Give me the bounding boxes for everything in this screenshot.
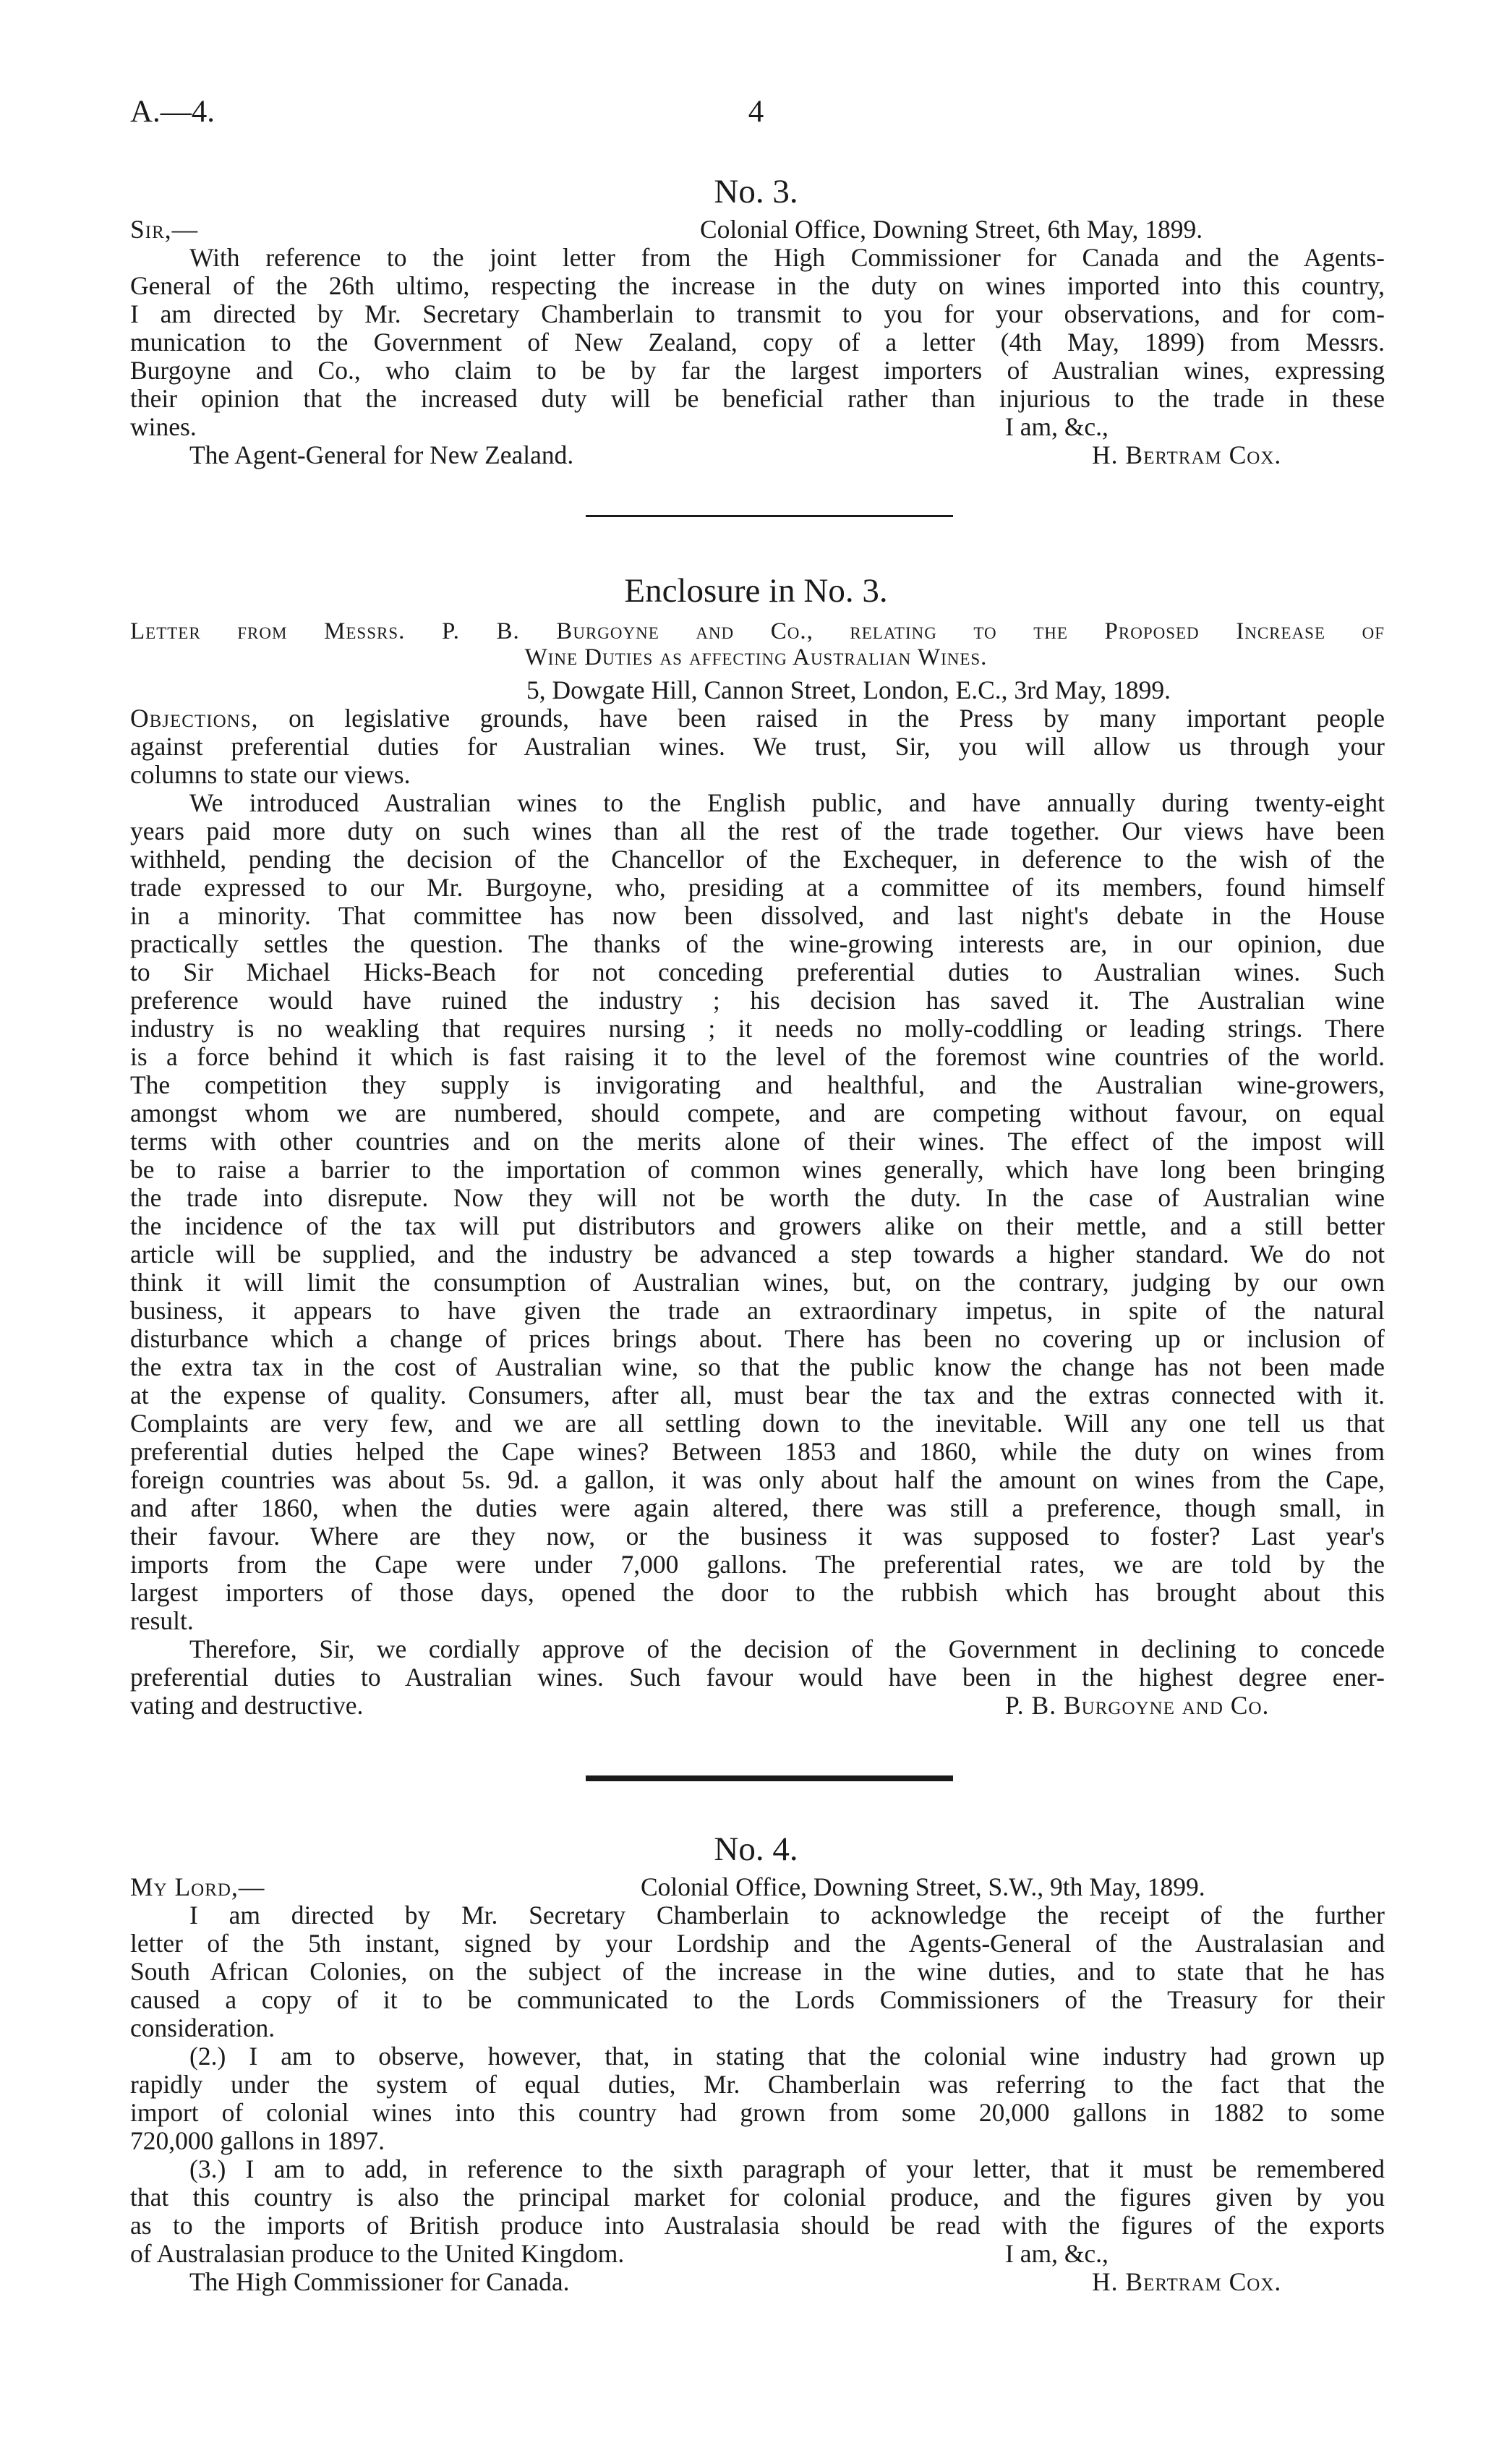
addressee: The Agent-General for New Zealand. [189,440,574,469]
addressee: The High Commissioner for Canada. [189,2267,570,2296]
closing: I am, &c., [1005,412,1109,441]
body-line: (3.) I am to add, in reference to the sixth paragraph of your letter, that it must be remembered [189,2154,1385,2183]
body-line: article will be supplied, and the industry be advanced a step towards a higher standard. We do not [130,1240,1385,1269]
body-line: practically settles the question. The thanks of the wine-growing interests are, in our opinion, due [130,929,1385,958]
body-line: I am directed by Mr. Secretary Chamberlain to acknowledge the receipt of the further [189,1901,1385,1930]
body-line: in a minority. That committee has now been dissolved, and last night's debate in the House [130,901,1385,930]
section-title-no-4: No. 4. [714,1830,798,1868]
body-line: We introduced Australian wines to the English public, and have annually during twenty-eight [189,788,1385,817]
body-line: years paid more duty on such wines than all the rest of the trade together. Our views have been [130,817,1385,845]
body-line: preferential duties to Australian wines. Such favour would have been in the highest degree ener- [130,1663,1385,1692]
body-line: Complaints are very few, and we are all settling down to the inevitable. Will any one tell us that [130,1409,1385,1438]
body-line: largest importers of those days, opened the door to the rubbish which has brought about this [130,1578,1385,1607]
enclosure-heading: Wine Duties as affecting Australian Wines. [524,644,988,670]
body-line: that this country is also the principal market for colonial produce, and the figures given by you [130,2183,1385,2212]
body-line: letter of the 5th instant, signed by your Lordship and the Agents-General of the Australasian and [130,1929,1385,1958]
body-line: 720,000 gallons in 1897. [130,2126,385,2155]
body-line: Therefore, Sir, we cordially approve of the decision of the Government in declining to concede [189,1634,1385,1663]
body-line: I am directed by Mr. Secretary Chamberlain to transmit to you for your observations, and for com- [130,299,1385,328]
body-line: their favour. Where are they now, or the business it was supposed to foster? Last year's [130,1522,1385,1551]
body-line: vating and destructive. [130,1691,364,1720]
body-line: at the expense of quality. Consumers, after all, must bear the tax and the extras connected with it. [130,1381,1385,1410]
body-line: rapidly under the system of equal duties, Mr. Chamberlain was referring to the fact that the [130,2070,1385,2099]
body-line: amongst whom we are numbered, should compete, and are competing without favour, on equal [130,1099,1385,1127]
body-line: consideration. [130,2013,276,2042]
body-line: preferential duties helped the Cape wines? Between 1853 and 1860, while the duty on wines from [130,1437,1385,1466]
salutation: My Lord,— [130,1872,265,1901]
divider [586,515,953,517]
body-line: imports from the Cape were under 7,000 gallons. The preferential rates, we are told by the [130,1550,1385,1579]
body-line: import of colonial wines into this country had grown from some 20,000 gallons in 1882 to some [130,2098,1385,2127]
body-line: foreign countries was about 5s. 9d. a gallon, it was only about half the amount on wines from the Cape, [130,1465,1385,1494]
page-number: 4 [748,95,764,129]
body-line: is a force behind it which is fast raising it to the level of the foremost wine countries of the world. [130,1042,1385,1071]
salutation: Sir,— [130,215,199,244]
body-line: wines. [130,412,197,441]
document-reference: A.—4. [130,95,215,129]
body-line: business, it appears to have given the trade an extraordinary impetus, in spite of the natural [130,1296,1385,1325]
dateline: Colonial Office, Downing Street, 6th May, 1899. [700,215,1203,244]
body-line: and after 1860, when the duties were again altered, there was still a preference, though small, in [130,1493,1385,1522]
body-line: Objections, on legislative grounds, have been raised in the Press by many important people [130,704,1385,733]
body-line: With reference to the joint letter from the High Commissioner for Canada and the Agents- [189,243,1385,272]
body-line: disturbance which a change of prices brings about. There has been no covering up or inclusion of [130,1324,1385,1353]
body-line: (2.) I am to observe, however, that, in stating that the colonial wine industry had grown up [189,2042,1385,2071]
section-title-enclosure: Enclosure in No. 3. [624,572,888,610]
body-line: Burgoyne and Co., who claim to be by far the largest importers of Australian wines, expressing [130,356,1385,385]
body-line: munication to the Government of New Zealand, copy of a letter (4th May, 1899) from Messrs. [130,328,1385,357]
divider [586,1775,953,1781]
body-line: against preferential duties for Australian wines. We trust, Sir, you will allow us through your [130,732,1385,761]
body-line: of Australasian produce to the United Kingdom. [130,2239,625,2268]
body-line: preference would have ruined the industry ; his decision has saved it. The Australian wine [130,986,1385,1015]
body-line: the trade into disrepute. Now they will not be worth the duty. In the case of Australian wine [130,1183,1385,1212]
body-line: be to raise a barrier to the importation of common wines generally, which have long been bringing [130,1155,1385,1184]
body-line: terms with other countries and on the merits alone of their wines. The effect of the impost will [130,1127,1385,1156]
body-line: columns to state our views. [130,760,411,789]
signature: P. B. Burgoyne and Co. [1005,1691,1270,1720]
page-header [130,94,1382,137]
body-line: their opinion that the increased duty will be beneficial rather than injurious to the trade in these [130,384,1385,413]
body-line: South African Colonies, on the subject of the increase in the wine duties, and to state that he has [130,1957,1385,1986]
section-title-no-3: No. 3. [714,173,798,210]
signature: H. Bertram Cox. [1092,440,1282,469]
body-line: as to the imports of British produce into Australasia should be read with the figures of the exports [130,2211,1385,2240]
body-line: industry is no weakling that requires nursing ; it needs no molly-coddling or leading strings. There [130,1014,1385,1043]
body-line: the incidence of the tax will put distributors and growers alike on their mettle, and a still better [130,1211,1385,1240]
dateline: Colonial Office, Downing Street, S.W., 9th May, 1899. [641,1872,1205,1901]
body-line: result. [130,1606,194,1635]
dateline: 5, Dowgate Hill, Cannon Street, London, E.C., 3rd May, 1899. [526,675,1171,704]
signature: H. Bertram Cox. [1092,2267,1282,2296]
body-line: the extra tax in the cost of Australian wine, so that the public know the change has not been made [130,1352,1385,1381]
body-line: General of the 26th ultimo, respecting the increase in the duty on wines imported into this country, [130,271,1385,300]
body-line: trade expressed to our Mr. Burgoyne, who, presiding at a committee of its members, found himself [130,873,1385,902]
body-line: caused a copy of it to be communicated to the Lords Commissioners of the Treasury for their [130,1985,1385,2014]
body-line: think it will limit the consumption of Australian wines, but, on the contrary, judging by our own [130,1268,1385,1297]
body-line: The competition they supply is invigorating and healthful, and the Australian wine-growers, [130,1070,1385,1099]
body-line: withheld, pending the decision of the Chancellor of the Exchequer, in deference to the wish of the [130,845,1385,874]
closing: I am, &c., [1005,2239,1109,2268]
body-line: to Sir Michael Hicks-Beach for not conceding preferential duties to Australian wines. Such [130,958,1385,986]
enclosure-heading: Letter from Messrs. P. B. Burgoyne and Co., relating to the Proposed Increase of [130,618,1385,644]
